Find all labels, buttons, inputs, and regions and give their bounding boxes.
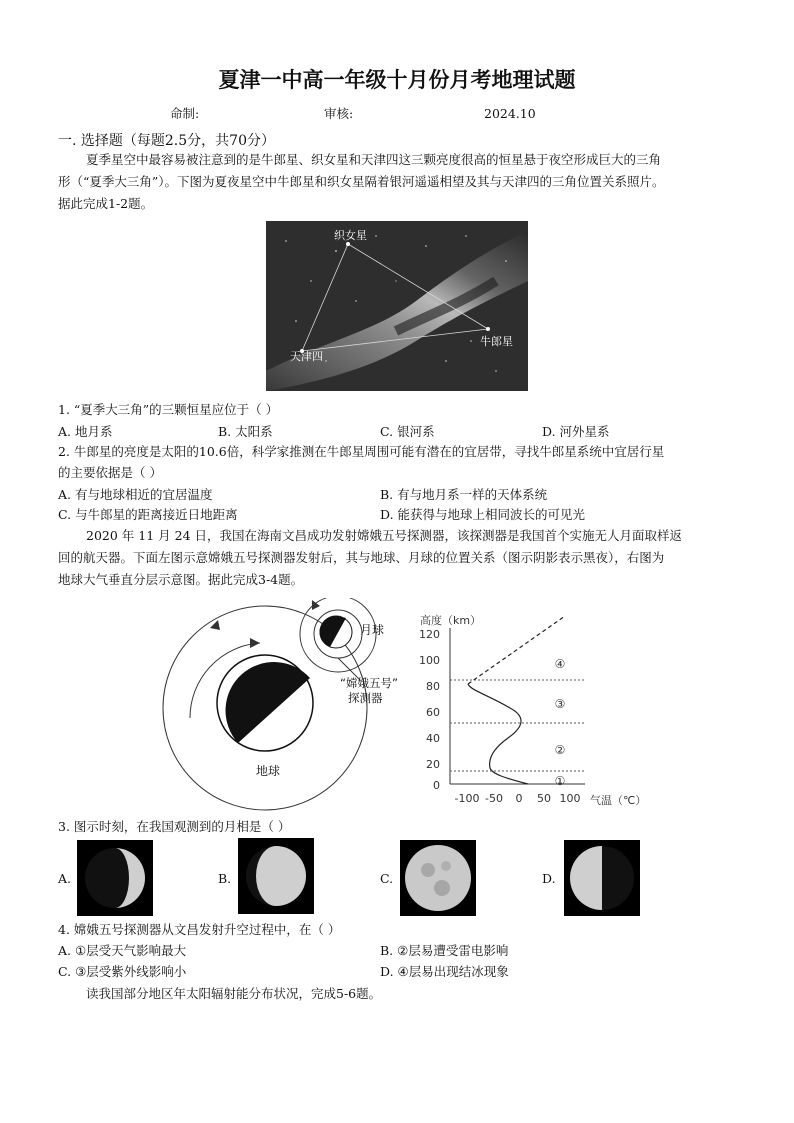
intro2-line1: 2020 年 11 月 24 日，我国在海南文昌成功发射嫦娥五号探测器，该探测器是我国首个实施无人月面取样返 [86, 528, 682, 543]
moon-phase-a [77, 840, 153, 916]
q3-option-c-label: C. [380, 871, 394, 886]
q4-option-d: D. ④层易出现结冰现象 [380, 964, 509, 979]
section-heading: 一. 选择题（每题2.5分，共70分） [58, 133, 275, 149]
q2-option-c: C. 与牛郎星的距离接近日地距离 [58, 507, 238, 522]
summer-triangle-photo [266, 221, 528, 391]
q2-stem-line2: 的主要依据是（ ） [58, 465, 162, 480]
earth-label: 地球 [256, 764, 281, 778]
ytick-120: 120 [419, 628, 440, 641]
intro2-line2: 回的航天器。下面左图示意嫦娥五号探测器发射后，其与地球、月球的位置关系（图示阴影表示黑夜），右图为 [58, 550, 665, 565]
xtick-50: 50 [537, 792, 551, 805]
layer-3: ③ [554, 697, 566, 711]
altair-label: 牛郎星 [480, 335, 513, 348]
ytick-100: 100 [419, 654, 440, 667]
atmo-xlabel: 气温（℃） [590, 794, 647, 807]
intro1-line2: 形（“夏季大三角”）。下图为夏夜星空中牛郎星和织女星隔着银河遥遥相望及其与天津四的三角位置关系照片。 [58, 174, 665, 189]
probe-label-line2: 探测器 [348, 691, 383, 705]
exam-date: 2024.10 [484, 106, 536, 121]
layer-2: ② [554, 743, 566, 757]
ytick-0: 0 [433, 779, 440, 792]
moon-phase-c [400, 840, 476, 916]
q2-option-d: D. 能获得与地球上相同波长的可见光 [380, 507, 586, 522]
q1-option-b: B. 太阳系 [218, 424, 273, 439]
xtick-0: 0 [515, 792, 523, 805]
q2-stem-line1: 2. 牛郎星的亮度是太阳的10.6倍，科学家推测在牛郎星周围可能有潜在的宜居带，寻找牛郎星系统中宜居行星 [58, 444, 665, 459]
deneb-label: 天津四 [290, 350, 323, 363]
q4-stem: 4. 嫦娥五号探测器从文昌发射升空过程中，在（ ） [58, 922, 341, 937]
q1-option-d: D. 河外星系 [542, 424, 610, 439]
intro1-line3: 据此完成1-2题。 [58, 196, 154, 211]
ytick-60: 60 [426, 706, 440, 719]
layer-4: ④ [554, 657, 566, 671]
q3-option-a-label: A. [58, 871, 72, 886]
xtick-100: 100 [559, 792, 581, 805]
atmo-ylabel: 高度（km） [420, 614, 482, 627]
page-title: 夏津一中高一年级十月份月考地理试题 [218, 67, 576, 92]
q4-option-a: A. ①层受天气影响最大 [58, 943, 187, 958]
intro3: 读我国部分地区年太阳辐射能分布状况，完成5-6题。 [86, 986, 382, 1001]
q2-option-b: B. 有与地月系一样的天体系统 [380, 487, 548, 502]
q1-stem: 1. “夏季大三角”的三颗恒星应位于（ ） [58, 402, 279, 417]
q3-stem: 3. 图示时刻，在我国观测到的月相是（ ） [58, 819, 291, 834]
q3-option-b-label: B. [218, 871, 232, 886]
xtick-m100: -100 [454, 792, 480, 805]
q3-option-d-label: D. [542, 871, 556, 886]
atmosphere-layer-chart [410, 608, 650, 813]
q1-option-c: C. 银河系 [380, 424, 435, 439]
reviewer-label: 审核: [324, 106, 354, 121]
ytick-80: 80 [426, 680, 440, 693]
author-label: 命制: [170, 106, 200, 121]
moon-label: 月球 [360, 623, 385, 637]
q1-option-a: A. 地月系 [58, 424, 113, 439]
ytick-20: 20 [426, 758, 440, 771]
probe-label-line1: “嫦娥五号” [340, 676, 398, 690]
intro2-line3: 地球大气垂直分层示意图。据此完成3-4题。 [58, 572, 304, 587]
moon-phase-b [238, 838, 314, 914]
moon-phase-d [564, 840, 640, 916]
intro1-line1: 夏季星空中最容易被注意到的是牛郎星、织女星和天津四这三颗亮度很高的恒星悬于夜空形成巨大的三角 [86, 152, 662, 167]
xtick-m50: -50 [485, 792, 503, 805]
ytick-40: 40 [426, 732, 440, 745]
q4-option-b: B. ②层易遭受雷电影响 [380, 943, 509, 958]
q4-option-c: C. ③层受紫外线影响小 [58, 964, 187, 979]
layer-1: ① [554, 774, 566, 788]
vega-label: 织女星 [334, 229, 367, 242]
q2-option-a: A. 有与地球相近的宜居温度 [58, 487, 213, 502]
